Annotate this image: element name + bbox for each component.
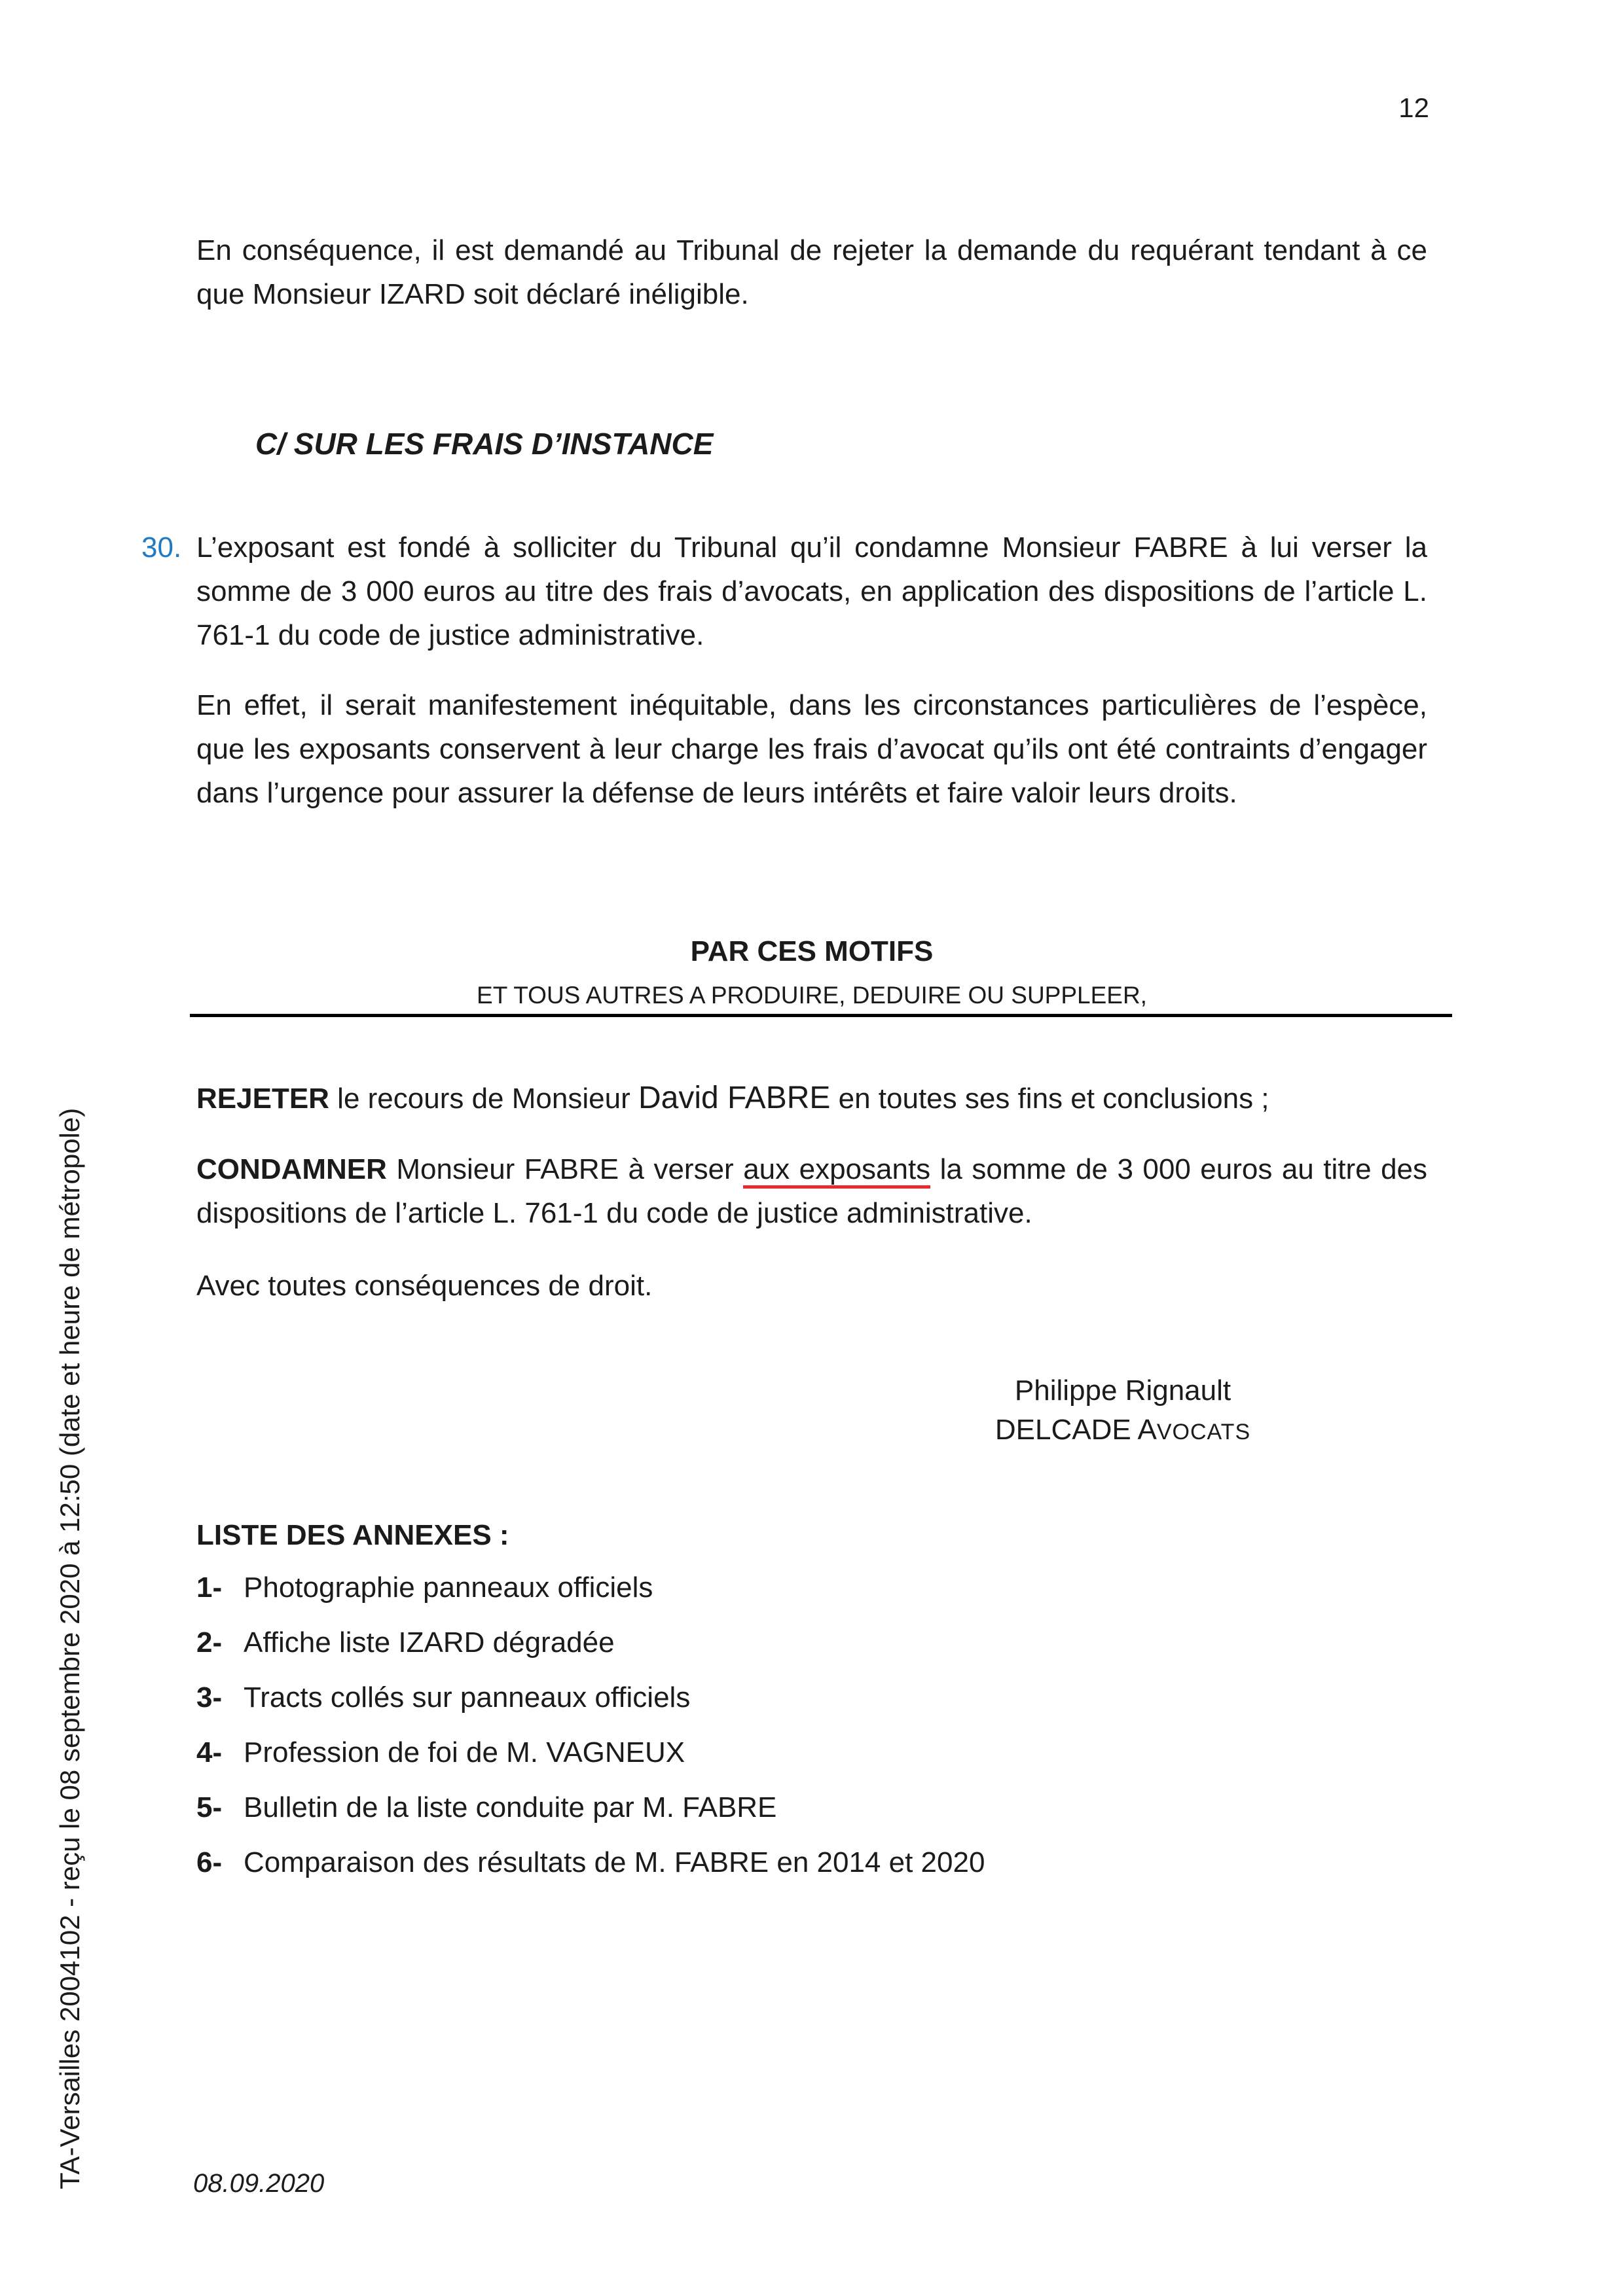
signature-block [926, 1371, 1319, 1452]
rejeter-text-after: en toutes ses fins et conclusions ; [830, 1083, 1269, 1115]
condamner-underlined-phrase: aux exposants [743, 1153, 930, 1189]
annex-item-label: Tracts collés sur panneaux officiels [244, 1681, 691, 1713]
annexes-list [196, 1566, 1440, 1895]
rejeter-text-before: le recours de Monsieur [329, 1083, 638, 1115]
condamner-text-after: la somme de 3 000 euros au titre des dispositions de l’article L. 761-1 du code de justice administrative. [196, 1153, 1428, 1229]
rejeter-name: David FABRE [638, 1081, 831, 1115]
paragraph-condamner [196, 1147, 1427, 1235]
rejeter-label: REJETER [196, 1083, 329, 1115]
annex-item-label: Profession de foi de M. VAGNEUX [244, 1736, 685, 1768]
list-item [196, 1840, 1440, 1884]
annex-item-number: 2- [196, 1626, 223, 1659]
annexes-title [196, 1513, 509, 1557]
paragraph-30-text: L’exposant est fondé à solliciter du Tribunal qu’il condamne Monsieur FABRE à lui verser la somme de 3 000 euros au titre des frais d’avocats, en application des dispositions de l’article L. 761-1 du code de justice administrative. [196, 531, 1427, 651]
annex-item-number: 5- [196, 1791, 223, 1823]
horizontal-rule [190, 1014, 1452, 1017]
signature-firm-smallcaps: VOCATS [1156, 1420, 1251, 1444]
footer-date: 08.09.2020 [193, 2169, 325, 2198]
annex-item-label: Bulletin de la liste conduite par M. FABRE [244, 1791, 777, 1823]
paragraph-intro: En conséquence, il est demandé au Tribunal de rejeter la demande du requérant tendant à ce que Monsieur IZARD soit déclaré inéligible. [196, 234, 1427, 310]
paragraph-avec: Avec toutes conséquences de droit. [196, 1270, 653, 1302]
court-registry-stamp: TA-Versailles 2004102 - reçu le 08 septembre 2020 à 12:50 (date et heure de métropole) [54, 1107, 85, 2189]
section-heading-frais-instance: C/ SUR LES FRAIS D’INSTANCE [255, 427, 714, 461]
signature-firm-main: DELCADE A [994, 1414, 1157, 1446]
paragraph-en-effet: En effet, il serait manifestement inéquitable, dans les circonstances particulières de l’espèce, que les exposants conservent à leur charge les frais d’avocat qu’ils ont été contraints d’engager dans l’urgence pour assurer la défense de leurs intérêts et faire valoir leurs droits. [196, 689, 1427, 809]
list-item [196, 1566, 1440, 1609]
annex-item-label: Affiche liste IZARD dégradée [244, 1626, 615, 1659]
motifs-subtitle: ET TOUS AUTRES A PRODUIRE, DEDUIRE OU SUPPLEER, [477, 982, 1147, 1009]
annex-item-label: Comparaison des résultats de M. FABRE en 2014 et 2020 [244, 1846, 985, 1878]
annex-item-number: 6- [196, 1846, 223, 1878]
annex-item-number: 4- [196, 1736, 223, 1768]
annexes-title-text: LISTE DES ANNEXES [196, 1519, 492, 1551]
condamner-text-before: Monsieur FABRE à verser [386, 1153, 744, 1185]
condamner-label: CONDAMNER [196, 1153, 387, 1185]
paragraph-number-30: 30. [141, 531, 182, 564]
list-item [196, 1785, 1440, 1829]
annex-item-label: Photographie panneaux officiels [244, 1571, 653, 1604]
annex-item-number: 3- [196, 1681, 223, 1713]
page-number: 12 [1398, 92, 1429, 123]
list-item [196, 1676, 1440, 1719]
annex-item-number: 1- [196, 1571, 223, 1604]
paragraph-rejeter [196, 1076, 1427, 1121]
motifs-title: PAR CES MOTIFS [690, 935, 934, 967]
list-item [196, 1621, 1440, 1664]
paragraph-30 [141, 526, 1427, 657]
annexes-title-suffix: : [491, 1519, 509, 1551]
signature-name: Philippe Rignault [1014, 1374, 1231, 1407]
signature-firm [926, 1410, 1319, 1452]
list-item [196, 1731, 1440, 1774]
